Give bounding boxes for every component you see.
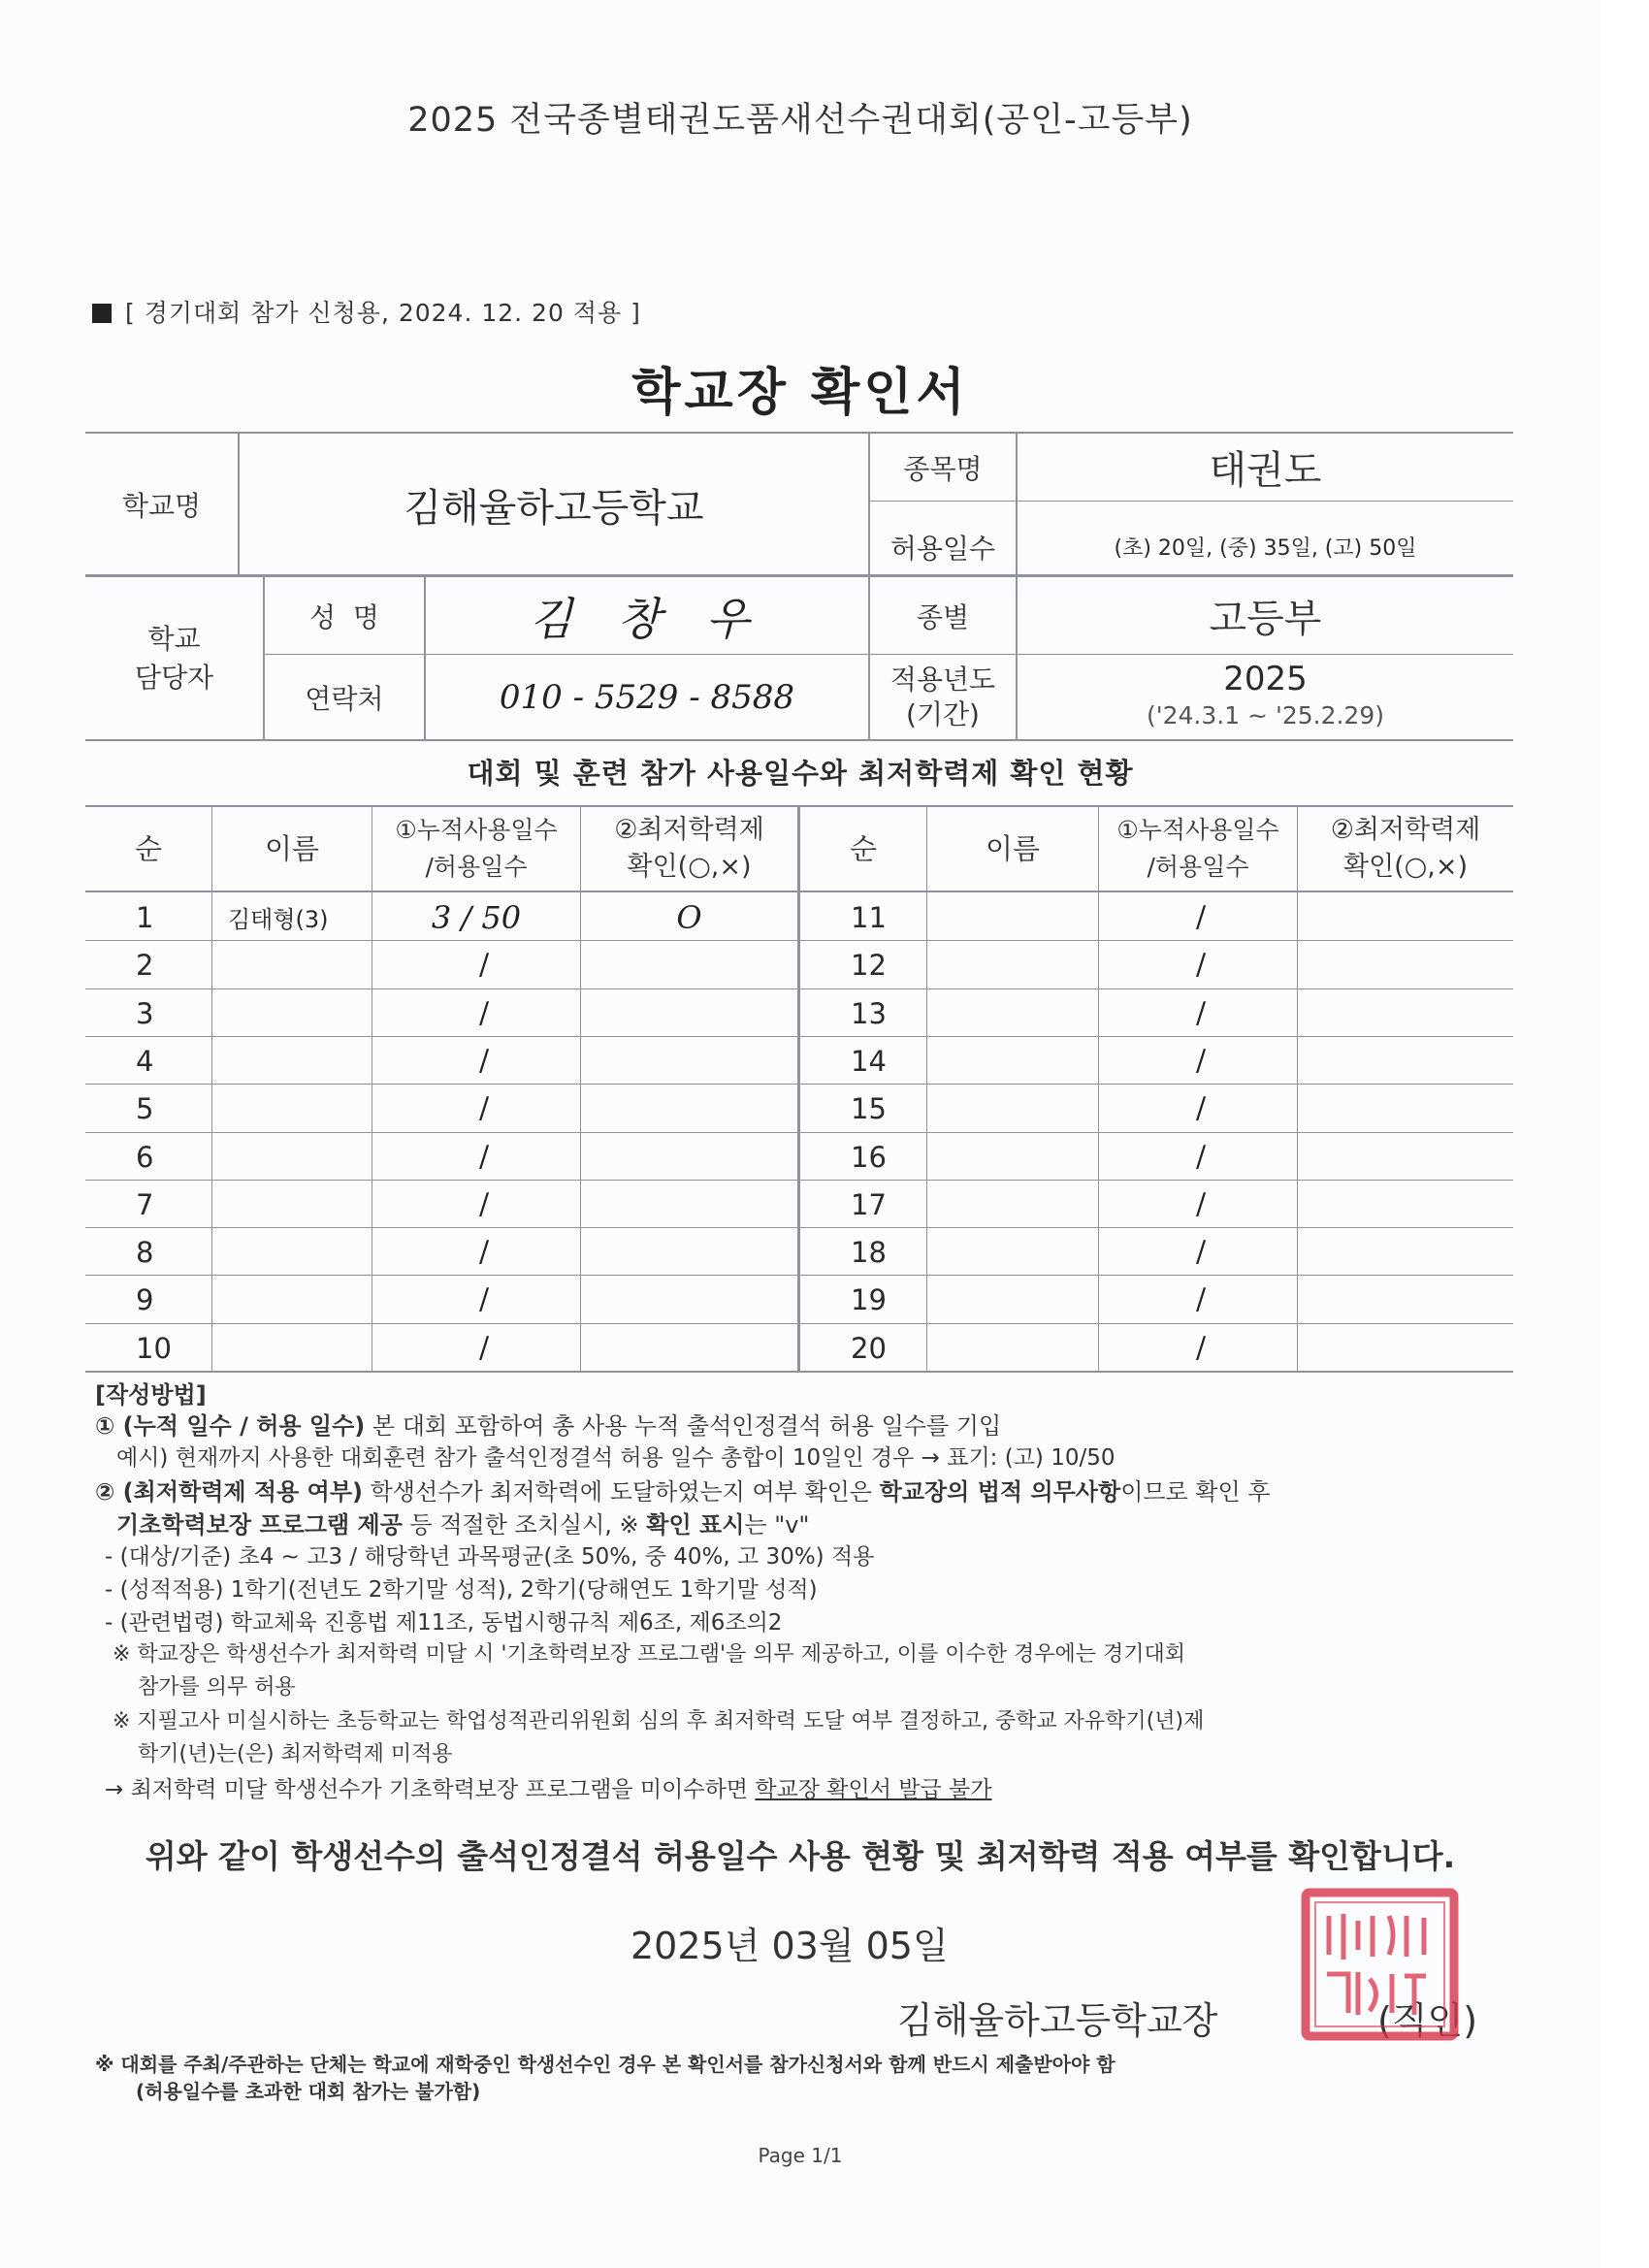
- footer-note-line2: (허용일수를 초과한 대회 참가는 불가함): [136, 2080, 481, 2103]
- row-number: 15: [851, 1091, 887, 1125]
- header-used-line2: /허용일수: [425, 853, 528, 881]
- min-academic-check: [581, 1276, 797, 1323]
- header-min-line1: ②최저학력제: [614, 815, 764, 845]
- instruction-1-text: 본 대회 포함하여 총 사용 누적 출석인정결석 허용 일수를 기입: [365, 1412, 1002, 1440]
- athlete-name: [212, 989, 372, 1037]
- instruction-3: - (대상/기준) 초4 ~ 고3 / 해당학년 과목평균(초 50%, 중 40%, 고 30%) 적용: [105, 1544, 875, 1570]
- used-days: /: [479, 948, 490, 982]
- year-label-line2: (기간): [906, 697, 980, 730]
- header-used-line1: ①누적사용일수: [395, 816, 558, 844]
- instruction-7-line1: ※ 지필고사 미실시하는 초등학교는 학업성적관리위원회 심의 후 최저학력 도달 여부 결정하고, 중학교 자유학기(년)제: [113, 1709, 1205, 1733]
- used-days: /: [1196, 1140, 1207, 1174]
- instruction-2-label: ② (최저학력제 적용 여부): [95, 1478, 363, 1506]
- used-days: /: [479, 1282, 490, 1316]
- row-number: 8: [136, 1235, 154, 1269]
- allowed-days-value: (초) 20일, (중) 35일, (고) 50일: [1114, 536, 1417, 561]
- phone-value-handwritten: 010 - 5529 - 8588: [499, 677, 795, 717]
- used-days: 3 / 50: [431, 898, 522, 936]
- header-used-days-right: [1099, 807, 1297, 891]
- used-days: /: [1196, 900, 1207, 934]
- year-label-line1: 적용년도: [889, 663, 996, 696]
- header-used-days: [372, 807, 580, 891]
- used-days: /: [479, 1044, 490, 1078]
- used-days: /: [1196, 1235, 1207, 1269]
- used-days: /: [479, 1187, 490, 1221]
- header-used-line1: ①누적사용일수: [1116, 816, 1279, 844]
- header-name: 이름: [264, 832, 320, 865]
- min-academic-check: [581, 1037, 797, 1085]
- min-academic-check: [581, 989, 797, 1037]
- used-days: /: [1196, 996, 1207, 1030]
- issue-date: 2025년 03월 05일: [630, 1925, 949, 1967]
- row-number: 19: [851, 1282, 887, 1316]
- allowed-days-label: 허용일수: [889, 532, 996, 565]
- name-value-handwritten: 김 창 우: [529, 592, 765, 645]
- sport-value: 태권도: [1209, 448, 1322, 493]
- instruction-2-emphasis: 학교장의 법적 의무사항: [879, 1478, 1121, 1506]
- used-days: /: [1196, 1044, 1207, 1078]
- instruction-1-example: 예시) 현재까지 사용한 대회훈련 참가 출석인정결석 허용 일수 총합이 10일인 경우 → 표기: (고) 10/50: [116, 1445, 1116, 1471]
- year-label: [870, 655, 1016, 739]
- row-number: 4: [136, 1044, 154, 1078]
- row-number: 3: [136, 996, 154, 1030]
- athlete-name: [212, 1276, 372, 1323]
- form-note: [92, 294, 641, 329]
- used-days: /: [479, 1091, 490, 1125]
- instruction-7-line2: 학기(년)는(은) 최저학력제 미적용: [138, 1742, 453, 1766]
- min-academic-check: [1298, 1085, 1513, 1132]
- school-name: 김해율하고등학교: [404, 485, 704, 531]
- instruction-1: [95, 1407, 1001, 1441]
- seal-mark: (직인): [1377, 1999, 1478, 2042]
- athlete-name: [212, 1037, 372, 1085]
- min-academic-check: [1298, 893, 1513, 941]
- used-days: /: [1196, 1331, 1207, 1365]
- athlete-name: [927, 1181, 1098, 1228]
- confirmation-statement: 위와 같이 학생선수의 출석인정결석 허용일수 사용 현황 및 최저학력 적용 여부를 확인합니다.: [145, 1837, 1456, 1875]
- min-academic-check: [1298, 1133, 1513, 1181]
- row-number: 6: [136, 1140, 154, 1174]
- contact-label: [85, 577, 263, 739]
- row-number: 2: [136, 948, 154, 982]
- instruction-2-program: 기초학력보장 프로그램 제공: [116, 1511, 403, 1539]
- min-academic-check: [1298, 1276, 1513, 1323]
- row-number: 7: [136, 1187, 154, 1221]
- principal-title: 김해율하고등학교장: [897, 1999, 1218, 2042]
- instruction-1-label: ① (누적 일수 / 허용 일수): [95, 1412, 366, 1440]
- min-academic-check: [1298, 1324, 1513, 1372]
- athlete-name: [212, 1228, 372, 1276]
- min-academic-check: [1298, 989, 1513, 1037]
- athlete-name: [927, 1037, 1098, 1085]
- year-period: ('24.3.1 ~ '25.2.29): [1146, 700, 1385, 729]
- min-academic-check: [1298, 941, 1513, 988]
- athlete-name: [212, 1181, 372, 1228]
- athlete-name: [927, 1324, 1098, 1372]
- instruction-8: [105, 1771, 991, 1803]
- year-value-cell: [1018, 655, 1513, 739]
- instruction-2-line2: [116, 1506, 809, 1539]
- athlete-name: [927, 893, 1098, 941]
- athlete-name: [212, 1324, 372, 1372]
- official-seal-icon: [1300, 1887, 1460, 2042]
- athlete-name: [212, 1133, 372, 1181]
- athlete-name: [212, 941, 372, 988]
- row-number: 11: [851, 900, 887, 934]
- phone-label: 연락처: [305, 682, 384, 715]
- section-title: 대회 및 훈련 참가 사용일수와 최저학력제 확인 현황: [467, 757, 1134, 790]
- instruction-2-text2: 이므로 확인 후: [1120, 1478, 1271, 1506]
- footer-note-line1: ※ 대회를 주최/주관하는 단체는 학교에 재학중인 학생선수인 경우 본 확인서를 참가신청서와 함께 반드시 제출받아야 함: [95, 2053, 1116, 2076]
- form-note-text: [ 경기대회 참가 신청용, 2024. 12. 20 적용 ]: [125, 299, 641, 327]
- instruction-8-text: → 최저학력 미달 학생선수가 기초학력보장 프로그램을 미이수하면: [105, 1777, 756, 1802]
- instruction-2: [95, 1473, 1271, 1507]
- row-number: 5: [136, 1091, 154, 1125]
- min-academic-check: [1298, 1037, 1513, 1085]
- document-title: 학교장 확인서: [631, 364, 969, 422]
- row-number: 12: [851, 948, 887, 982]
- athlete-name: [212, 1085, 372, 1132]
- min-academic-check: [1298, 1228, 1513, 1276]
- athlete-name: [927, 1085, 1098, 1132]
- min-academic-check: [581, 1181, 797, 1228]
- header-min-line2: 확인(○,×): [1343, 852, 1468, 882]
- instruction-4: - (성적적용) 1학기(전년도 2학기말 성적), 2학기(당해연도 1학기말 성적): [105, 1577, 818, 1603]
- athlete-name: 김태형(3): [228, 906, 329, 933]
- row-number: 14: [851, 1044, 887, 1078]
- row-number: 18: [851, 1235, 887, 1269]
- used-days: /: [1196, 1091, 1207, 1125]
- used-days: /: [479, 1140, 490, 1174]
- row-number: 1: [136, 900, 154, 934]
- used-days: /: [1196, 1282, 1207, 1316]
- athlete-name: [927, 1228, 1098, 1276]
- header-used-line2: /허용일수: [1147, 853, 1249, 881]
- division-label: 종별: [916, 600, 970, 633]
- header-min-line2: 확인(○,×): [627, 852, 752, 882]
- contact-label-line2: 담당자: [134, 661, 214, 694]
- instruction-2-text: 학생선수가 최저학력에 도달하였는지 여부 확인은: [362, 1478, 880, 1506]
- instructions-heading: [작성방법]: [95, 1381, 207, 1409]
- used-days: /: [479, 1331, 490, 1365]
- name-label: 성 명: [309, 600, 379, 633]
- athlete-name: [927, 989, 1098, 1037]
- min-academic-check: O: [676, 898, 702, 936]
- used-days: /: [479, 996, 490, 1030]
- row-number: 20: [851, 1331, 887, 1365]
- used-days: /: [1196, 948, 1207, 982]
- instruction-6-line2: 참가를 의무 허용: [138, 1675, 296, 1700]
- school-label: 학교명: [121, 490, 202, 522]
- page-number: Page 1/1: [758, 2144, 843, 2167]
- instruction-2-line2-text2: 는 "v": [744, 1511, 810, 1539]
- header-min-academic-right: [1298, 807, 1513, 891]
- sport-label: 종목명: [903, 452, 983, 485]
- header-min-academic: [581, 807, 797, 891]
- header-no: 순: [134, 832, 162, 865]
- scan-edge: [1600, 0, 1649, 2268]
- athlete-name: [927, 1276, 1098, 1323]
- instruction-5: - (관련법령) 학교체육 진흥법 제11조, 동법시행규칙 제6조, 제6조의2: [105, 1610, 783, 1636]
- athlete-name: [927, 941, 1098, 988]
- contact-label-line1: 학교: [147, 622, 201, 655]
- min-academic-check: [1298, 1181, 1513, 1228]
- athlete-name: [927, 1133, 1098, 1181]
- row-number: 9: [136, 1282, 154, 1316]
- header-min-line1: ②최저학력제: [1330, 815, 1481, 845]
- min-academic-check: [581, 1228, 797, 1276]
- division-value: 고등부: [1209, 597, 1322, 641]
- row-number: 13: [851, 996, 887, 1030]
- min-academic-check: [581, 1085, 797, 1132]
- square-bullet-icon: [92, 304, 112, 323]
- info-rule: [85, 739, 1513, 741]
- used-days: /: [1196, 1187, 1207, 1221]
- instruction-6-line1: ※ 학교장은 학생선수가 최저학력 미달 시 '기초학력보장 프로그램'을 의무 제공하고, 이를 이수한 경우에는 경기대회: [113, 1642, 1186, 1667]
- header-name-right: 이름: [985, 832, 1041, 865]
- row-number: 10: [136, 1331, 172, 1365]
- min-academic-check: [581, 1133, 797, 1181]
- instruction-2-mark: 확인 표시: [646, 1511, 745, 1539]
- event-title: 2025 전국종별태권도품새선수권대회(공인-고등부): [407, 101, 1193, 140]
- row-number: 16: [851, 1140, 887, 1174]
- header-no-right: 순: [849, 832, 877, 865]
- row-number: 17: [851, 1187, 887, 1221]
- min-academic-check: [581, 1324, 797, 1372]
- instruction-8-underlined: 학교장 확인서 발급 불가: [755, 1777, 992, 1802]
- instruction-2-line2-text: 등 적절한 조치실시, ※: [402, 1511, 647, 1539]
- used-days: /: [479, 1235, 490, 1269]
- year-value: 2025: [1223, 659, 1308, 698]
- min-academic-check: [581, 941, 797, 988]
